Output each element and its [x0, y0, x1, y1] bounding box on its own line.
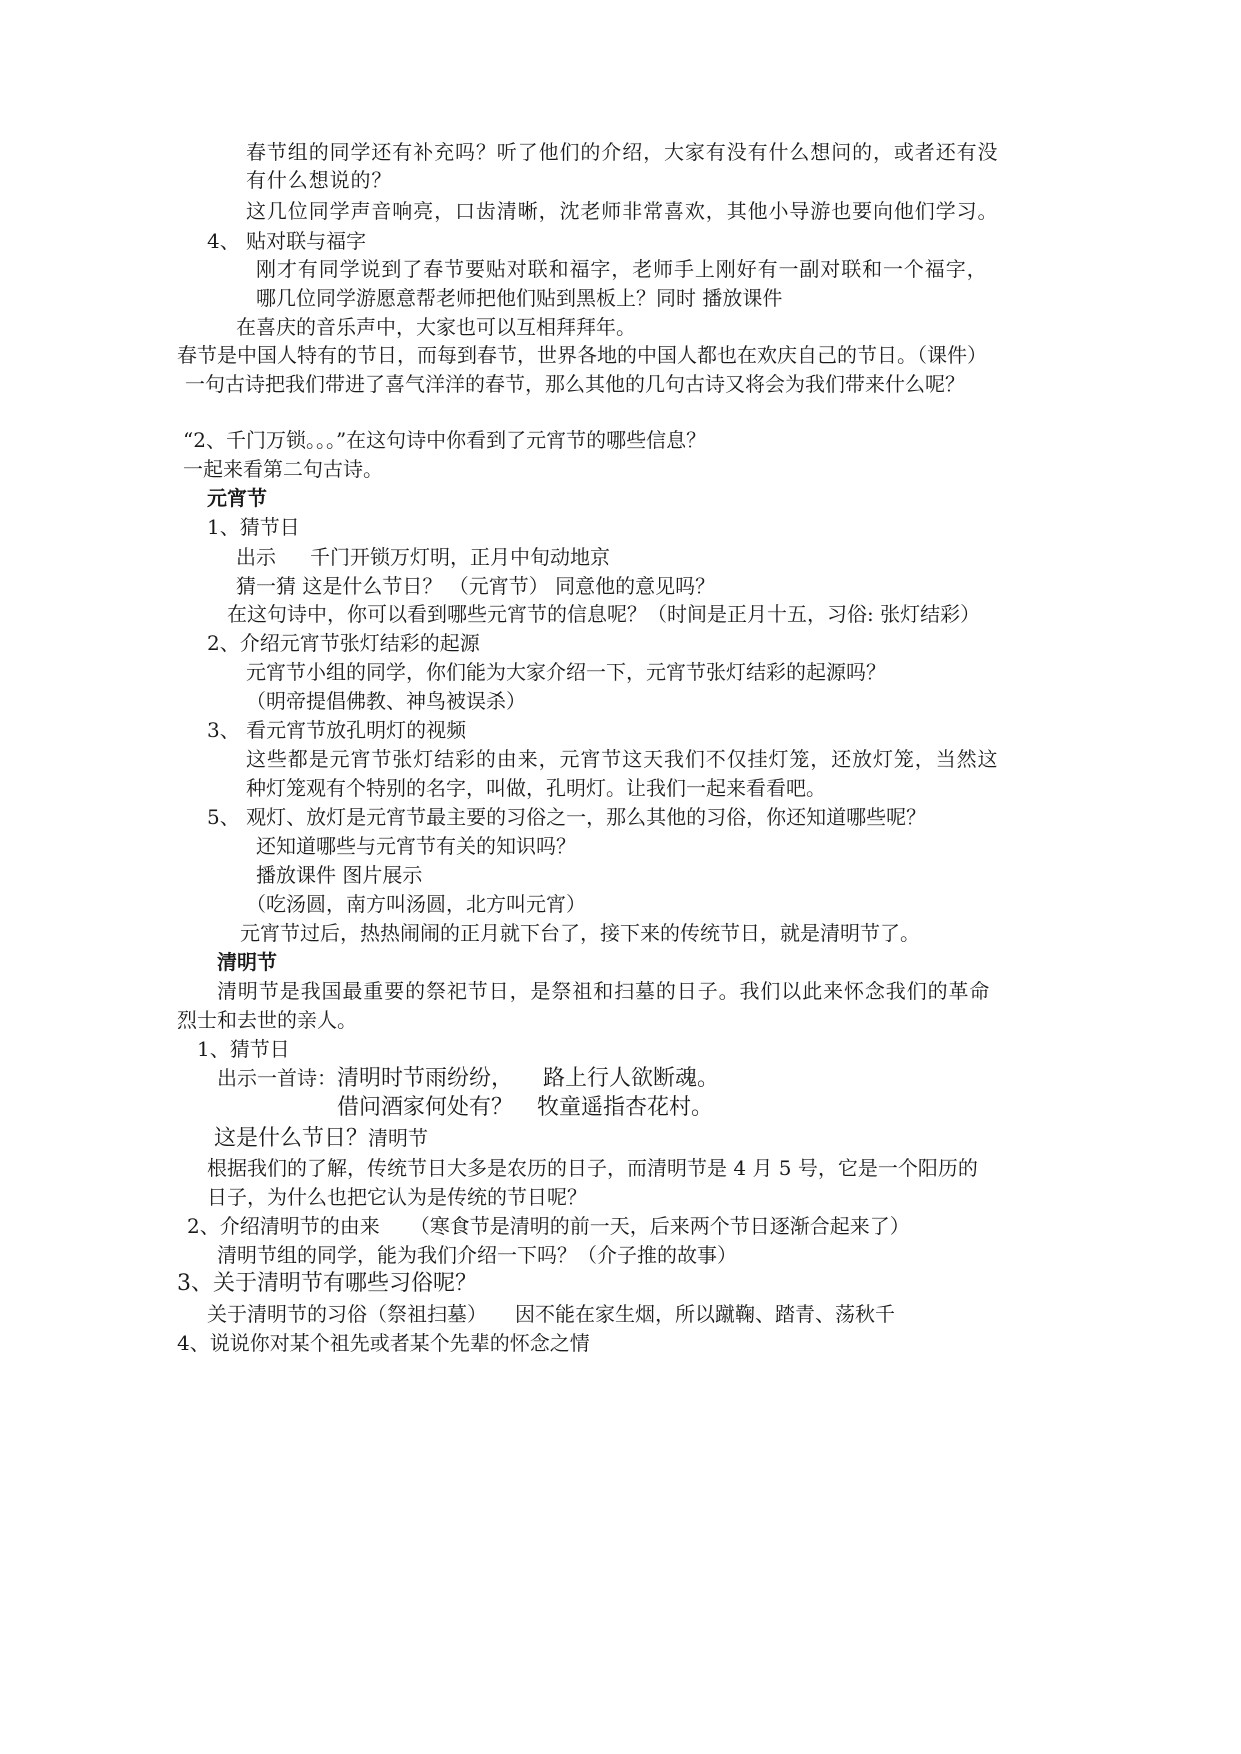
- paragraph-line: [217, 1064, 719, 1093]
- numbered-item: [187, 1212, 910, 1240]
- custom-label: 关于清明节的习俗（祭祖扫墓）: [207, 1302, 487, 1326]
- paragraph-line: 一起来看第二句古诗。: [183, 457, 383, 481]
- numbered-item: 3、关于清明节有哪些习俗呢？: [177, 1271, 477, 1296]
- paragraph-line: 播放课件 图片展示: [256, 863, 423, 887]
- paragraph-line: 根据我们的了解，传统节日大多是农历的日子，而清明节是 4 月 5 号，它是一个阳历的: [207, 1156, 978, 1180]
- paragraph-line: 在喜庆的音乐声中，大家也可以互相拜拜年。: [236, 315, 636, 339]
- paragraph-line: “2、千门万锁。。。”在这句诗中你看到了元宵节的哪些信息？: [183, 428, 707, 452]
- poem-line: 路上行人欲断魂。: [543, 1066, 720, 1091]
- show-label: 出示: [236, 545, 276, 569]
- paragraph-line: 元宵节小组的同学，你们能为大家介绍一下，元宵节张灯结彩的起源吗？: [246, 660, 886, 684]
- paragraph-line: [214, 1124, 428, 1153]
- numbered-item: 1、猜节日: [197, 1037, 290, 1061]
- custom-list: 因不能在家生烟，所以蹴鞠、踏青、荡秋千: [515, 1302, 895, 1326]
- paragraph-line: （吃汤圆，南方叫汤圆，北方叫元宵）: [246, 892, 586, 916]
- paragraph-line: 刚才有同学说到了春节要贴对联和福字，老师手上刚好有一副对联和一个福字，: [256, 257, 988, 281]
- paragraph-line: [337, 1094, 713, 1122]
- paragraph-line: 一句古诗把我们带进了喜气洋洋的春节，那么其他的几句古诗又将会为我们带来什么呢？: [185, 372, 965, 396]
- question: 这是什么节日？: [214, 1126, 369, 1151]
- poem-line: 清明时节雨纷纷，: [337, 1066, 514, 1091]
- paragraph-line: 清明节组的同学，能为我们介绍一下吗？（介子推的故事）: [217, 1243, 737, 1267]
- paragraph-line: 烈士和去世的亲人。: [177, 1008, 357, 1032]
- answer: 清明节: [368, 1126, 429, 1150]
- poem-line: 千门开锁万灯明，正月中旬动地京: [310, 545, 610, 569]
- paragraph-line: 猜一猜 这是什么节日？ （元宵节） 同意他的意见吗？: [236, 574, 716, 598]
- paragraph-line: [207, 1300, 895, 1328]
- item-title: 2、介绍清明节的由来: [187, 1214, 380, 1238]
- paragraph-line: 有什么想说的？: [246, 168, 393, 192]
- paragraph-line: 这些都是元宵节张灯结彩的由来，元宵节这天我们不仅挂灯笼，还放灯笼，当然这: [246, 747, 999, 771]
- section-heading: 元宵节: [207, 486, 267, 510]
- numbered-item: 1、猜节日: [207, 515, 300, 539]
- numbered-item: 4、说说你对某个祖先或者某个先辈的怀念之情: [177, 1331, 590, 1355]
- paragraph-line: 元宵节过后，热热闹闹的正月就下台了，接下来的传统节日，就是清明节了。: [240, 921, 920, 945]
- paragraph-line: 春节组的同学还有补充吗？听了他们的介绍，大家有没有什么想问的，或者还有没: [246, 140, 999, 164]
- paragraph-line: 哪几位同学游愿意帮老师把他们贴到黑板上？同时 播放课件: [256, 286, 783, 310]
- numbered-item: 3、 看元宵节放孔明灯的视频: [207, 718, 467, 742]
- paragraph-line: 清明节是我国最重要的祭祀节日，是祭祖和扫墓的日子。我们以此来怀念我们的革命: [217, 979, 991, 1003]
- section-heading: 清明节: [217, 950, 277, 974]
- paragraph-line: [236, 543, 610, 571]
- paragraph-line: 在这句诗中，你可以看到哪些元宵节的信息呢？（时间是正月十五，习俗: 张灯结彩）: [227, 602, 981, 626]
- numbered-item: 4、 贴对联与福字: [207, 229, 367, 253]
- paragraph-line: （明帝提倡佛教、神鸟被误杀）: [246, 689, 526, 713]
- paragraph-line: 这几位同学声音响亮，口齿清晰，沈老师非常喜欢，其他小导游也要向他们学习。: [246, 199, 999, 223]
- paragraph-line: 种灯笼观有个特别的名字，叫做，孔明灯。让我们一起来看看吧。: [246, 776, 826, 800]
- poem-line: 牧童遥指杏花村。: [537, 1095, 714, 1120]
- numbered-item: 2、介绍元宵节张灯结彩的起源: [207, 631, 480, 655]
- poem-line: 借问酒家何处有？: [337, 1095, 514, 1120]
- paragraph-line: 日子，为什么也把它认为是传统的节日呢？: [207, 1185, 587, 1209]
- paragraph-line: 春节是中国人特有的节日，而每到春节，世界各地的中国人都也在欢庆自己的节日。（课件）: [177, 343, 987, 367]
- show-label: 出示一首诗：: [217, 1066, 337, 1090]
- numbered-item: 5、 观灯、放灯是元宵节最主要的习俗之一，那么其他的习俗，你还知道哪些呢？: [207, 805, 927, 829]
- paragraph-line: 还知道哪些与元宵节有关的知识吗？: [256, 834, 576, 858]
- item-note: （寒食节是清明的前一天，后来两个节日逐渐合起来了）: [409, 1214, 910, 1238]
